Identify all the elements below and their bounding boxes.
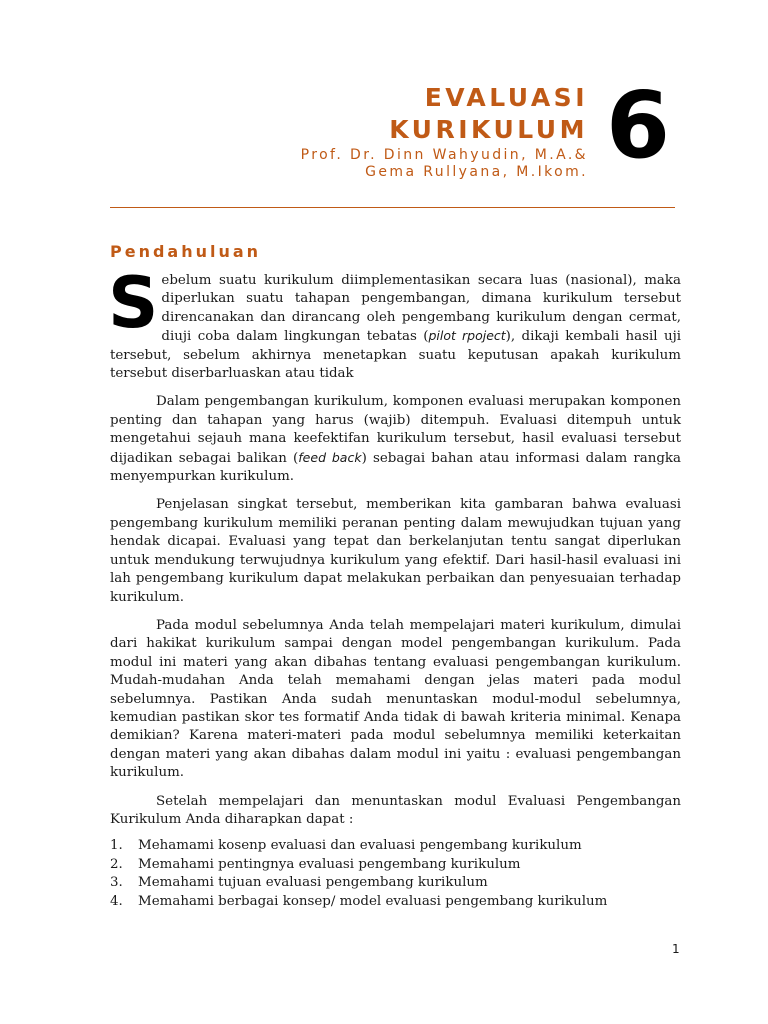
paragraph-2-text-b: ) sebagai bahan atau informasi dalam rangka menyempurkan kurikulum.: [110, 450, 682, 485]
list-item-number: 1.: [110, 838, 123, 854]
authors-line1: Prof. Dr. Dinn Wahyudin, M.A.&: [300, 147, 588, 163]
module-number: 6: [606, 72, 671, 179]
chapter-title-line2: KURIKULUM: [389, 115, 588, 144]
paragraph-intro-text-b: ), dikaji kembali hasil uji tersebut, sebelum akhirnya menetapkan suatu keputusan apakah kurikulum tersebut diserbarluaskan atau tidak: [110, 329, 682, 382]
header-divider: [110, 207, 675, 208]
list-item-text: Memahami pentingnya evaluasi pengembang kurikulum: [138, 856, 521, 872]
objectives-list: [110, 837, 681, 911]
list-item: [110, 893, 681, 911]
body-text: [108, 262, 682, 911]
list-item-text: Memahami berbagai konsep/ model evaluasi pengembang kurikulum: [138, 893, 608, 909]
paragraph-2-italic: feed back: [298, 449, 362, 465]
list-item-number: 2.: [110, 856, 123, 872]
page-number: 1: [672, 942, 680, 956]
authors: [301, 147, 588, 181]
paragraph-4: Pada modul sebelumnya Anda telah mempelajari materi kurikulum, dimulai dari hakikat kurikulum sampai dengan model pengembangan kurikulum. Pada modul ini materi yang akan dibahas tentang evaluasi pengembangan kurikulum. Mudah-mudahan Anda telah memahami dengan jelas materi pada modul sebelumnya. Pastikan Anda sudah menuntaskan modul-modul sebelumnya, kemudian pastikan skor tes formatif Anda tidak di bawah kriteria minimal. Kenapa demikian? Karena materi-materi pada modul sebelumnya memiliki keterkaitan dengan materi yang akan dibahas dalam modul ini yaitu : evaluasi pengembangan kurikulum.: [110, 617, 681, 781]
paragraph-2: [110, 393, 681, 486]
paragraph-5: Setelah mempelajari dan menuntaskan modul Evaluasi Pengembangan Kurikulum Anda diharapkan dapat :: [110, 793, 681, 827]
list-item-text: Memahami tujuan evaluasi pengembang kurikulum: [138, 875, 488, 891]
paragraph-2-text-a: Dalam pengembangan kurikulum, komponen evaluasi merupakan komponen penting dan tahapan yang harus (wajib) ditempuh. Evaluasi ditempuh untuk mengetahui sejauh mana keefektifan kurikulum tersebut, hasil evaluasi tersebut dijadikan sebagai balikan (: [110, 394, 681, 466]
list-item-text: Mehamami kosenp evaluasi dan evaluasi pengembang kurikulum: [138, 838, 582, 854]
list-item: [110, 874, 681, 892]
authors-line2: Gema Rullyana, M.Ikom.: [365, 164, 588, 180]
paragraph-intro: [108, 262, 682, 383]
paragraph-3: Penjelasan singkat tersebut, memberikan kita gambaran bahwa evaluasi pengembang kurikulum memiliki peranan penting dalam mewujudkan tujuan yang hendak dicapai. Evaluasi yang tepat dan berkelanjutan tentu sangat diperlukan untuk mendukung terwujudnya kurikulum yang efektif. Dari hasil-hasil evaluasi ini lah pengembang kurikulum dapat melakukan perbaikan dan penyesuaian terhadap kurikulum.: [110, 497, 681, 605]
section-title: Pendahuluan: [110, 242, 262, 261]
list-item: [110, 837, 681, 855]
drop-cap: S: [108, 262, 159, 344]
paragraph-intro-text-a: ebelum suatu kurikulum diimplementasikan secara luas (nasional), maka diperlukan suatu tahapan pengembangan, dimana kurikulum tersebut direncanakan dan dirancang oleh pengembang kurikulum dengan cermat, diuji coba dalam lingkungan tebatas (: [161, 273, 681, 345]
paragraph-intro-italic: pilot rpoject: [428, 328, 506, 344]
list-item: [110, 856, 681, 874]
chapter-title-line1: EVALUASI: [424, 83, 588, 112]
chapter-header: [0, 0, 768, 200]
list-item-number: 4.: [110, 893, 123, 909]
list-item-number: 3.: [110, 875, 123, 891]
